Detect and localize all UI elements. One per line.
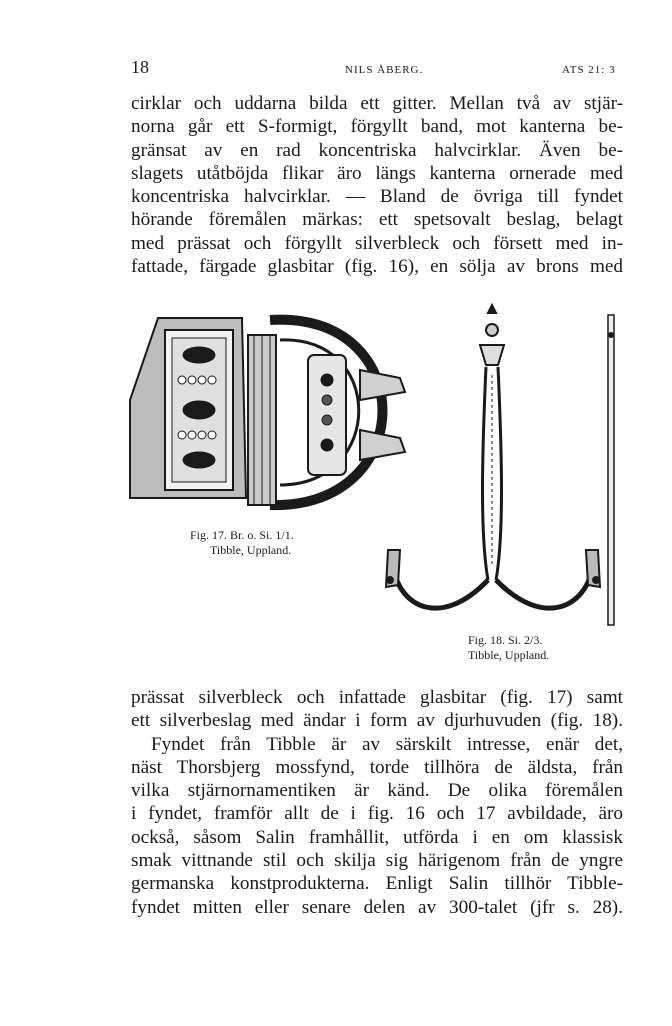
caption-line: Tibble, Uppland.	[210, 543, 292, 557]
text-line: fyndet mitten eller senare delen av 300-talet (jfr s. 28).	[131, 896, 623, 918]
text-line: näst Thorsbjerg mossfynd, torde tillhöra de äldsta, från	[131, 756, 623, 778]
text-line: vilka stjärnornamentiken är känd. De olika föremålen	[131, 780, 623, 802]
figure-17-caption	[190, 528, 294, 558]
text-line: cirklar och uddarna bilda ett gitter. Mellan två av stjär-	[131, 93, 623, 114]
caption-line: Tibble, Uppland.	[468, 648, 550, 662]
series-reference: ATS 21: 3	[562, 64, 616, 76]
text-line: prässat silverbleck och infattade glasbitar (fig. 17) samt	[131, 687, 623, 708]
text-line: fattade, färgade glasbitar (fig. 16), en sölja av brons med	[131, 256, 623, 278]
text-line: koncentriska halvcirklar. — Bland de övriga till fyndet	[131, 186, 623, 208]
text-line: germanska konstprodukterna. Enligt Salin tillhör Tibble-	[131, 873, 623, 895]
text-line: hörande föremålen märkas: ett spetsovalt beslag, belagt	[131, 209, 623, 231]
text-line: smak vittnande stil och skilja sig härigenom från de yngre	[131, 850, 623, 872]
text-line: med prässat och förgyllt silverbleck och försett med in-	[131, 232, 623, 254]
text-line: också, såsom Salin framhållit, utförda i en om klassisk	[131, 826, 623, 848]
running-title: NILS ÅBERG.	[345, 64, 424, 76]
page-number: 18	[131, 57, 149, 77]
figure-18-mount-illustration	[380, 305, 630, 635]
caption-line: Fig. 18. Si. 2/3.	[468, 633, 543, 647]
bottom-paragraph	[131, 686, 623, 919]
text-line: ett silverbeslag med ändar i form av djurhuvuden (fig. 18).	[131, 710, 623, 732]
text-line: i fyndet, framför allt de i fig. 16 och 17 avbildade, äro	[131, 803, 623, 825]
text-line: slagets utåtböjda flikar äro längs kanterna ornerade med	[131, 162, 623, 184]
text-line: gränsat av en rad koncentriska halvcirklar. Även be-	[131, 139, 623, 161]
top-paragraph	[131, 92, 623, 278]
figure-18-caption	[468, 633, 549, 663]
text-line: Fyndet från Tibble är av särskilt intresse, enär det,	[151, 733, 623, 755]
caption-line: Fig. 17. Br. o. Si. 1/1.	[190, 528, 294, 542]
text-line: norna går ett S-formigt, förgyllt band, mot kanterna be-	[131, 116, 623, 138]
